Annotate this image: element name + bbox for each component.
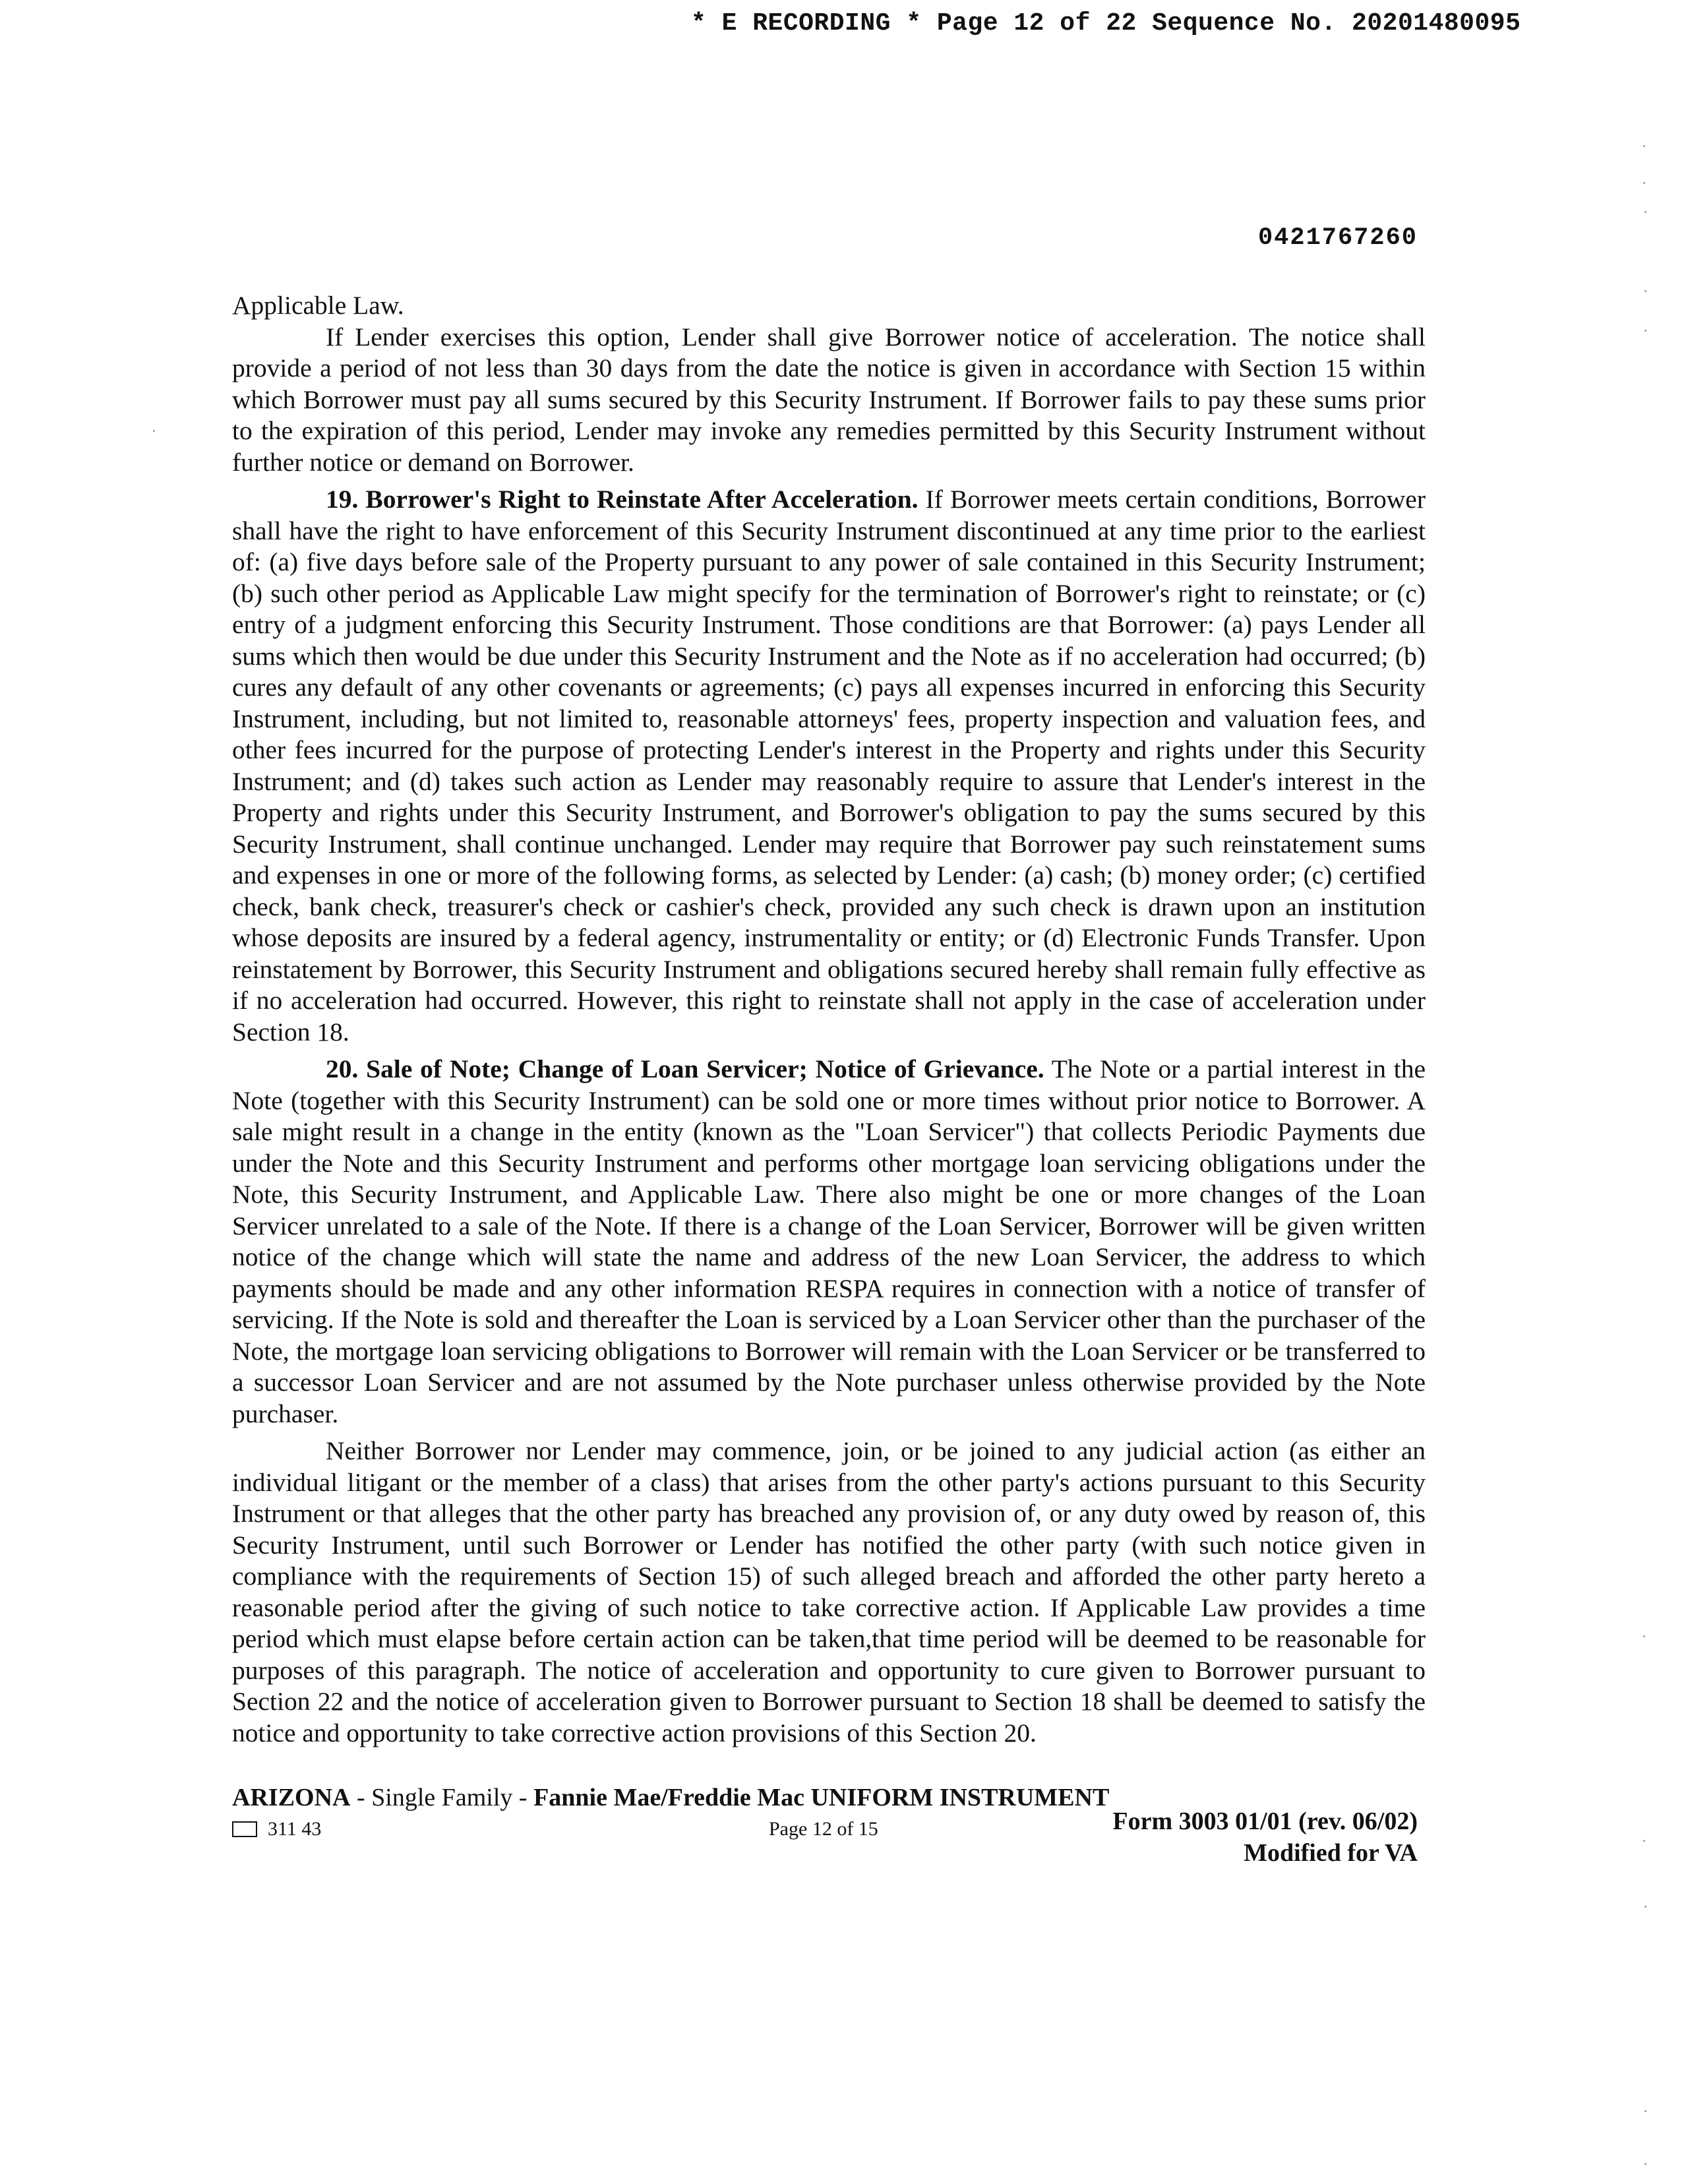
paragraph-applicable-law: Applicable Law. (232, 291, 404, 320)
section-20-heading: 20. Sale of Note; Change of Loan Servicer; Notice of Grievance. (326, 1054, 1044, 1083)
footer-form-number: Form 3003 01/01 (rev. 06/02) (1112, 1807, 1418, 1835)
section-19-body: If Borrower meets certain conditions, Borrower shall have the right to have enforcement of this Security Instrument discontinued at any time prior to the earliest of: (a) five days before sale of the Property pursuant to any power of sale contained in this Security Instrument; (b) such other period as Applicable Law might specify for the termination of Borrower's right to reinstate; or (c) entry of a judgment enforcing this Security Instrument. Those conditions are that Borrower: (a) pays Lender all sums which then would be due under this Security Instrument and the Note as if no acceleration had occurred; (b) cures any default of any other covenants or agreements; (c) pays all expenses incurred in enforcing this Security Instrument, including, but not limited to, reasonable attorneys' fees, property inspection and valuation fees, and other fees incurred for the purpose of protecting Lender's interest in the Property and rights under this Security Instrument; and (d) takes such action as Lender may reasonably require to assure that Lender's interest in the Property and rights under this Security Instrument, and Borrower's obligation to pay the sums secured by this Security Instrument, shall continue unchanged. Lender may require that Borrower pay such reinstatement sums and expenses in one or more of the following forms, as selected by Lender: (a) cash; (b) money order; (c) certified check, bank check, treasurer's check or cashier's check, provided any such check is drawn upon an institution whose deposits are insured by a federal agency, instrumentality or entity; or (d) Electronic Funds Transfer. Upon reinstatement by Borrower, this Security Instrument and obligations secured hereby shall remain fully effective as if no acceleration had occurred. However, this right to reinstate shall not apply in the case of acceleration under Section 18. (232, 485, 1426, 1046)
section-20-body: The Note or a partial interest in the Note (together with this Security Instrument) can be sold one or more times without prior notice to Borrower. A sale might result in a change in the entity (known as the "Loan Servicer") that collects Periodic Payments due under the Note and this Security Instrument and performs other mortgage loan servicing obligations under the Note, this Security Instrument, and Applicable Law. There also might be one or more changes of the Loan Servicer unrelated to a sale of the Note. If there is a change of the Loan Servicer, Borrower will be given written notice of the change which will state the name and address of the new Loan Servicer, the address to which payments should be made and any other information RESPA requires in connection with a notice of transfer of servicing. If the Note is sold and thereafter the Loan is serviced by a Loan Servicer other than the purchaser of the Note, the mortgage loan servicing obligations to Borrower will remain with the Loan Servicer or be transferred to a successor Loan Servicer and are not assumed by the Note purchaser unless otherwise provided by the Note purchaser. (232, 1054, 1426, 1428)
scan-speck (1643, 1840, 1645, 1842)
scan-speck (1643, 182, 1645, 184)
section-19-heading: 19. Borrower's Right to Reinstate After Acceleration. (326, 485, 919, 514)
section-20 (232, 1054, 1426, 1430)
document-body (232, 290, 1426, 1755)
recording-header: * E RECORDING * Page 12 of 22 Sequence No. 20201480095 (691, 9, 1521, 38)
footer-page-number: Page 12 of 15 (769, 1818, 878, 1840)
scan-speck (1644, 1906, 1646, 1908)
vmp-logo-icon (232, 1821, 257, 1837)
footer-code-number: 311 43 (268, 1818, 322, 1840)
scan-speck (153, 430, 155, 432)
scan-speck (1644, 2110, 1646, 2112)
footer-form-info (1112, 1805, 1418, 1869)
footer-modified: Modified for VA (1244, 1839, 1418, 1867)
scan-speck (1644, 2163, 1646, 2165)
paragraph-judicial-action: Neither Borrower nor Lender may commence, join, or be joined to any judicial action (as either an individual litigant or the member of a class) that arises from the other party's actions pursuant to this Security Instrument or that alleges that the other party has breached any provision of, or any duty owed by reason of, this Security Instrument, until such Borrower or Lender has notified the other party (with such notice given in compliance with the requirements of Section 15) of such alleged breach and afforded the other party hereto a reasonable period after the giving of such notice to take corrective action. If Applicable Law provides a time period which must elapse before certain action can be taken,that time period will be deemed to be reasonable for purposes of this paragraph. The notice of acceleration and opportunity to cure given to Borrower pursuant to Section 22 and the notice of acceleration given to Borrower pursuant to Section 18 shall be deemed to satisfy the notice and opportunity to take corrective action provisions of this Section 20. (232, 1436, 1426, 1747)
footer-state: ARIZONA (232, 1784, 351, 1811)
paragraph-acceleration-notice: If Lender exercises this option, Lender shall give Borrower notice of acceleration. The notice shall provide a period of not less than 30 days from the date the notice is given in accordance with Section 15 within which Borrower must pay all sums secured by this Security Instrument. If Borrower fails to pay these sums prior to the expiration of this period, Lender may invoke any remedies permitted by this Security Instrument without further notice or demand on Borrower. (232, 322, 1426, 477)
footer-instrument: Fannie Mae/Freddie Mac UNIFORM INSTRUMENT (533, 1784, 1110, 1811)
section-19 (232, 484, 1426, 1048)
scan-speck (1643, 145, 1645, 147)
scan-speck (1644, 211, 1646, 213)
scan-speck (1643, 1635, 1645, 1637)
loan-number: 0421767260 (1257, 224, 1418, 252)
scan-speck (1644, 330, 1646, 332)
scan-speck (1644, 290, 1646, 292)
footer-title (232, 1783, 1109, 1812)
footer-code (232, 1818, 321, 1840)
footer-separator: - Single Family - (350, 1784, 534, 1811)
